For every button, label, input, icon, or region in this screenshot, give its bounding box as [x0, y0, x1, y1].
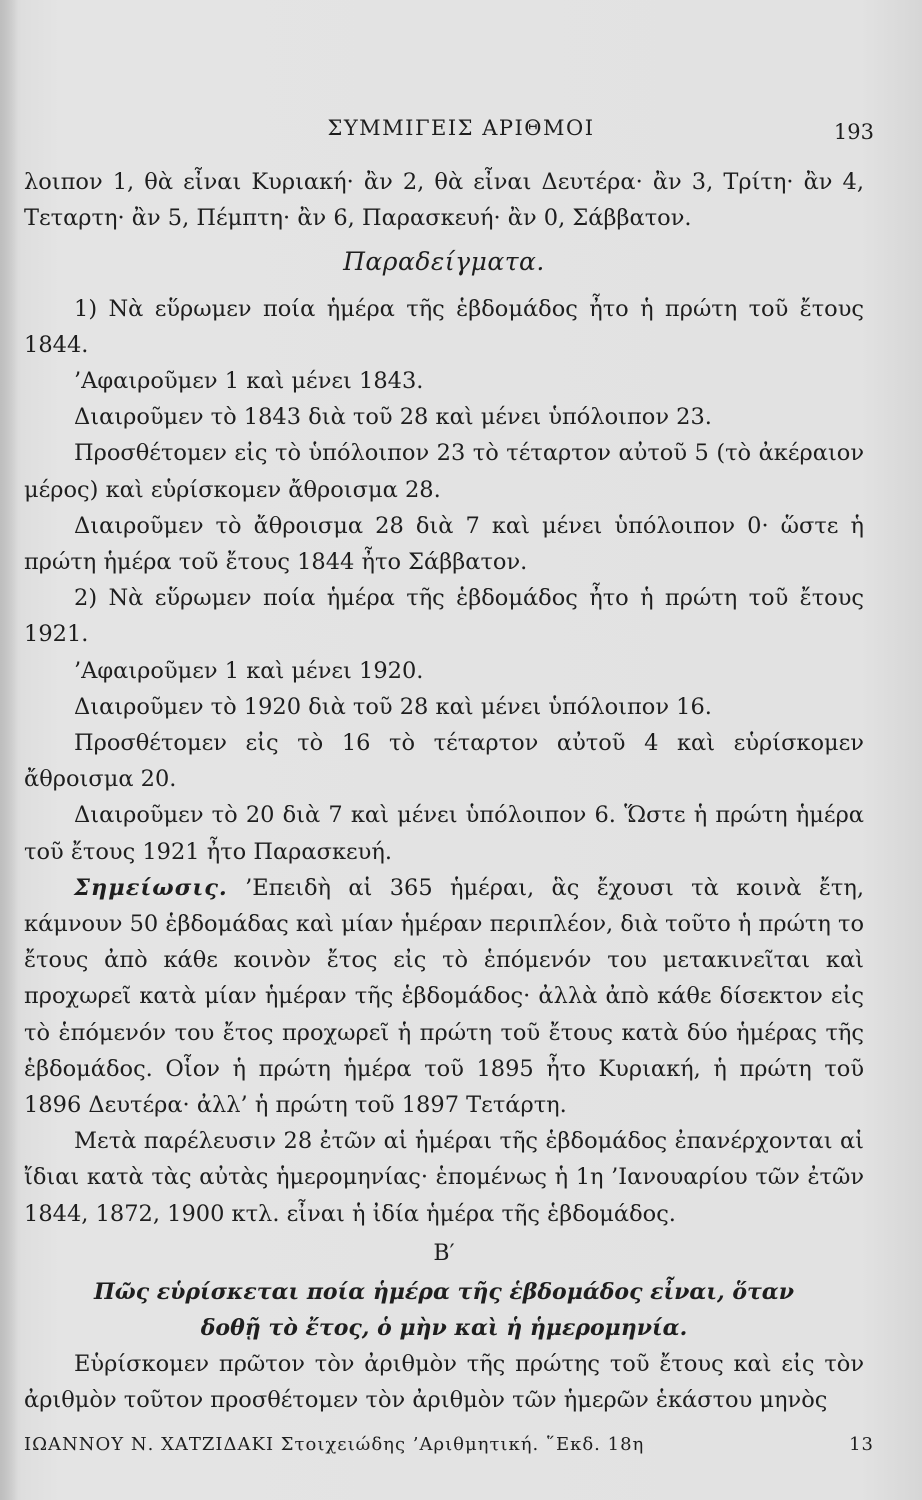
page-gutter-shadow — [0, 0, 18, 1500]
example-1-step-4: Διαιροῦμεν τὸ ἄθροισμα 28 διὰ 7 καὶ μένει ὑπόλοιπον 0· ὥστε ἡ πρώτη ἡμέρα τοῦ ἔτους 1844 ἦτο Σάββατον. — [24, 512, 864, 576]
example-1-step-3: Προσθέτομεν εἰς τὸ ὑπόλοιπον 23 τὸ τέταρτον αὐτοῦ 5 (τὸ ἀκέραιον μέρος) καὶ εὑρίσκομεν ἄθροισμα 28. — [24, 440, 864, 503]
example-1-step-1: ’Αφαιροῦμεν 1 καὶ μένει 1843. — [74, 368, 424, 395]
intro-paragraph: λοιπον 1, θὰ εἶναι Κυριακή· ἂν 2, θὰ εἶναι Δευτέρα· ἂν 3, Τρίτη· ἂν 4, Τεταρτη· ἂν 5, Πέμπτη· ἂν 6, Παρασκευή· ἂν 0, Σάββατον. — [24, 169, 864, 232]
signature-mark: 13 — [849, 1434, 874, 1455]
cycle-paragraph: Μετὰ παρέλευσιν 28 ἐτῶν αἱ ἡμέραι τῆς ἑβδομάδος ἐπανέρχονται αἱ ἴδιαι κατὰ τὰς αὐτὰς ἡμερομηνίας· ἑπομένως ἡ 1η ’Ιανουαρίου τῶν ἐτῶν 1844, 1872, 1900 κτλ. εἶναι ἡ ἰδία ἡμέρα τῆς ἑβδομάδος. — [24, 1128, 864, 1227]
final-paragraph: Εὑρίσκομεν πρῶτον τὸν ἀριθμὸν τῆς πρώτης τοῦ ἔτους καὶ εἰς τὸν ἀριθμὸν τοῦτον προσθέτομεν τὸν ἀριθμὸν τῶν ἡμερῶν ἑκάστου μηνὸς — [24, 1351, 864, 1414]
example-2-statement: 2) Νὰ εὕρωμεν ποία ἡμέρα τῆς ἑβδομάδος ἦτο ἡ πρώτη τοῦ ἔτους 1921. — [24, 585, 864, 648]
page-body — [24, 164, 864, 1419]
section-title: Πῶς εὑρίσκεται ποία ἡμέρα τῆς ἑβδομάδος εἶναι, ὅταν δοθῇ τὸ ἔτος, ὁ μὴν καὶ ἡ ἡμερομηνία. — [94, 1279, 794, 1342]
examples-heading: Παραδείγματα. — [343, 247, 545, 277]
page-footer — [24, 1434, 874, 1455]
example-2-step-1: ’Αφαιροῦμεν 1 καὶ μένει 1920. — [74, 657, 424, 684]
page-header — [0, 116, 922, 146]
section-letter: Β′ — [433, 1240, 455, 1266]
example-2-step-4: Διαιροῦμεν τὸ 20 διὰ 7 καὶ μένει ὑπόλοιπον 6. Ὥστε ἡ πρώτη ἡμέρα τοῦ ἔτους 1921 ἦτο Παρασκευή. — [24, 802, 864, 865]
note-label: Σημείωσις. — [74, 874, 228, 901]
note-paragraph — [24, 870, 864, 1123]
example-2-step-2: Διαιροῦμεν τὸ 1920 διὰ τοῦ 28 καὶ μένει ὑπόλοιπον 16. — [74, 693, 712, 720]
printer-imprint: ΙΩΑΝΝΟΥ Ν. ΧΑΤΖΙΔΑΚΙ Στοιχειώδης ’Αριθμητική. ῞Εκδ. 18η — [24, 1434, 645, 1455]
example-1-step-2: Διαιροῦμεν τὸ 1843 διὰ τοῦ 28 καὶ μένει ὑπόλοιπον 23. — [74, 404, 712, 431]
note-text: ’Επειδὴ αἱ 365 ἡμέραι, ἃς ἔχουσι τὰ κοινὰ ἔτη, κάμνουν 50 ἑβδομάδας καὶ μίαν ἡμέραν περιπλέον, διὰ τοῦτο ἡ πρώτη το ἔτους ἀπὸ κάθε κοινὸν ἔτος εἰς τὸ ἑπόμενόν του μετακινεῖται καὶ προχωρεῖ κατὰ μίαν ἡμέραν τῆς ἑβδομάδος· ἀλλὰ ἀπὸ κάθε δίσεκτον εἰς τὸ ἑπόμενόν του ἔτος προχωρεῖ ἡ πρώτη τοῦ ἔτους κατὰ δύο ἡμέρας τῆς ἑβδομάδος. Οἷον ἡ πρώτη ἡμέρα τοῦ 1895 ἦτο Κυριακή, ἡ πρώτη τοῦ 1896 Δευτέρα· ἀλλ’ ἡ πρώτη τοῦ 1897 Τετάρτη. — [24, 874, 864, 1119]
example-1-statement: 1) Νὰ εὕρωμεν ποία ἡμέρα τῆς ἑβδομάδος ἦτο ἡ πρώτη τοῦ ἔτους 1844. — [24, 295, 864, 358]
page-number: 193 — [833, 120, 874, 144]
running-title: ΣΥΜΜΙΓΕΙΣ ΑΡΙΘΜΟΙ — [327, 116, 595, 140]
example-2-step-3: Προσθέτομεν εἰς τὸ 16 τὸ τέταρτον αὐτοῦ 4 καὶ εὑρίσκομεν ἄθροισμα 20. — [24, 730, 864, 793]
